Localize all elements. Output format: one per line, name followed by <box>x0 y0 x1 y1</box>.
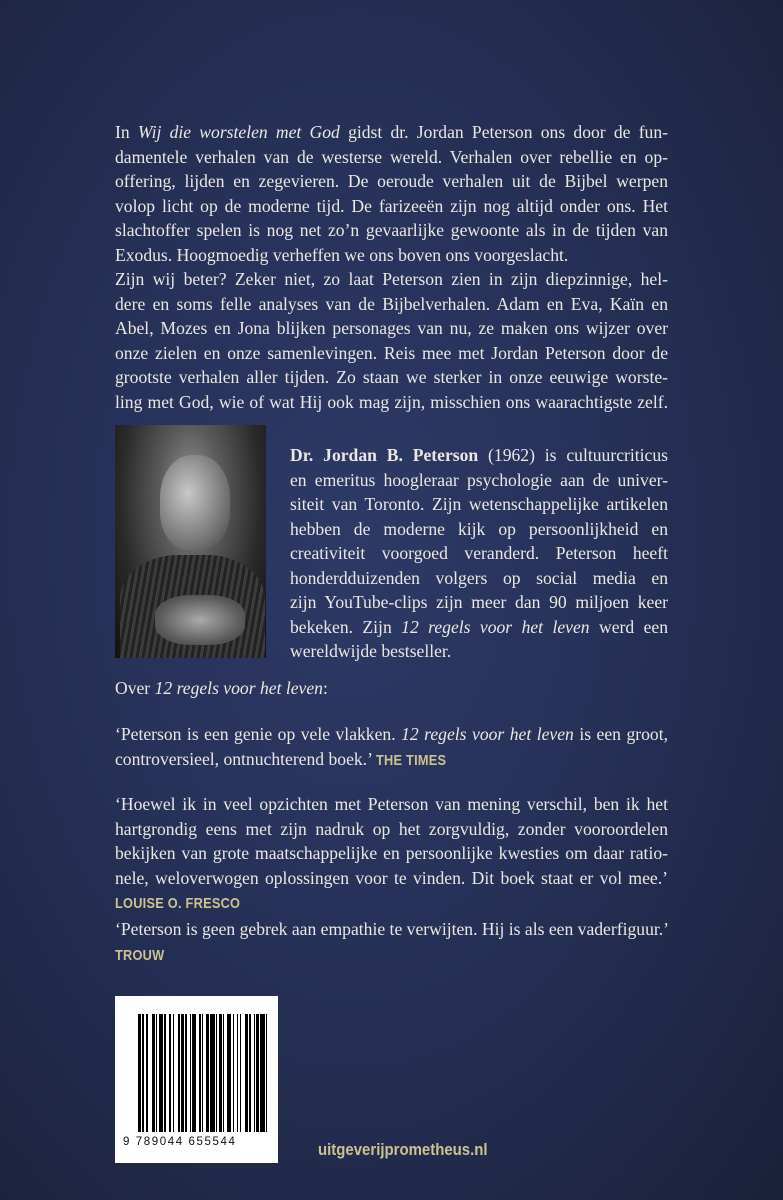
review-source: THE TIMES <box>376 751 447 769</box>
review-quote-fresco <box>115 792 668 915</box>
text-segment: grootste verhalen aller tijden. Zo staan we sterker in onze eeuwige worste- <box>115 367 668 387</box>
text-line <box>115 169 668 194</box>
text-line <box>115 341 668 366</box>
text-segment: ‘Peterson is geen gebrek aan empathie te verwijten. Hij is als een vaderfiguur.’ <box>115 919 670 939</box>
text-segment: hartgrondig eens met zijn nadruk op het zorgvuldig, zonder vooroordelen <box>115 818 668 839</box>
author-name: Dr. Jordan B. Peterson <box>290 445 479 465</box>
review-quote-times <box>115 722 668 771</box>
text-line <box>115 120 668 145</box>
text-segment: damentele verhalen van de westerse wereld. Verhalen over rebellie en op- <box>115 146 668 167</box>
text-segment: ‘Peterson is een genie op vele vlakken. <box>115 724 402 744</box>
text-line <box>115 390 668 415</box>
text-line <box>115 292 668 317</box>
text-line <box>290 590 668 615</box>
text-segment: bekeken. Zijn <box>290 616 402 637</box>
text-segment: en emeritus hoogleraar psychologie aan de univer- <box>290 469 668 490</box>
text-segment: zijn YouTube-clips zijn meer dan 90 miljoen keer <box>290 592 668 612</box>
text-line <box>290 615 668 640</box>
text-line <box>115 942 668 967</box>
text-line <box>115 243 668 268</box>
text-line <box>115 917 668 942</box>
text-segment: gidst dr. Jordan Peterson ons door de fun- <box>339 122 669 142</box>
text-line <box>115 267 668 292</box>
text-segment: Over <box>115 678 155 698</box>
text-line <box>115 316 668 341</box>
text-line <box>290 443 668 468</box>
text-line <box>115 747 668 772</box>
text-segment: werd een <box>589 616 668 637</box>
review-source: LOUISE O. FRESCO <box>115 895 241 912</box>
barcode <box>115 996 278 1163</box>
text-segment: offering, lijden en zegevieren. De oeroude verhalen uit de Bijbel werpen <box>115 171 668 191</box>
book-title: 12 regels voor het leven <box>401 616 590 637</box>
text-segment: controversieel, ontnuchterend boek.’ <box>115 748 377 769</box>
text-segment: creativiteit voorgoed veranderd. Peterson heeft <box>290 543 668 563</box>
text-line <box>290 541 668 566</box>
text-line <box>115 676 668 701</box>
book-title: 12 regels voor het leven <box>401 724 574 744</box>
text-line <box>115 194 668 219</box>
text-line <box>290 492 668 517</box>
review-source: TROUW <box>115 946 165 964</box>
text-line <box>115 218 668 243</box>
text-line <box>115 841 668 866</box>
text-segment: wereldwijde bestseller. <box>290 641 452 661</box>
blurb-paragraph-1 <box>115 120 668 267</box>
text-segment: In <box>115 122 138 142</box>
text-segment: : <box>322 678 328 698</box>
text-line <box>290 639 668 664</box>
text-line <box>115 890 668 915</box>
barcode-bars <box>138 1014 270 1132</box>
text-segment: Abel, Mozes en Jona blijken personages van nu, ze maken ons wijzer over <box>115 318 668 338</box>
text-line <box>115 145 668 170</box>
text-segment: ling met God, wie of wat Hij ook mag zijn, misschien ons waarachtigste zelf. <box>115 391 668 412</box>
text-segment: siteit van Toronto. Zijn wetenschappelijke artikelen <box>290 494 668 514</box>
blurb-paragraph-2 <box>115 267 668 414</box>
text-segment: is een groot, <box>573 724 668 744</box>
text-line <box>290 517 668 542</box>
publisher-url[interactable]: uitgeverijprometheus.nl <box>318 1140 488 1159</box>
author-bio <box>290 443 668 664</box>
text-segment: Exodus. Hoogmoedig verheffen we ons boven ons voorgeslacht. <box>115 244 569 265</box>
book-title: Wij die worstelen met God <box>137 122 340 142</box>
text-segment: honderdduizenden volgers op social media en <box>290 567 668 588</box>
book-title: 12 regels voor het leven <box>154 678 323 698</box>
author-photo <box>115 425 266 658</box>
text-line <box>290 468 668 493</box>
text-line <box>115 792 668 817</box>
text-segment: hebben de moderne kijk op persoonlijkheid en <box>290 518 668 539</box>
reviews-heading <box>115 676 668 701</box>
text-segment: (1962) is cultuurcriticus <box>478 445 668 465</box>
text-line <box>290 566 668 591</box>
text-segment: onze zielen en onze samenlevingen. Reis mee met Jordan Peterson door de <box>115 342 668 363</box>
text-line <box>115 817 668 842</box>
text-segment: volop licht op de moderne tijd. De farizeeën zijn nog altijd onder ons. Het <box>115 195 668 216</box>
isbn-number: 9 789044 655544 <box>123 1136 237 1148</box>
text-segment: ‘Hoewel ik in veel opzichten met Peterson van mening verschil, ben ik het <box>115 794 668 814</box>
text-line <box>115 722 668 747</box>
text-segment: slachtoffer spelen is nog net zo’n gevaarlijke gewoonte als in de tijden van <box>115 220 668 240</box>
text-segment: Zijn wij beter? Zeker niet, zo laat Peterson zien in zijn diepzinnige, hel- <box>115 269 668 289</box>
review-quote-trouw <box>115 917 668 966</box>
text-segment: nele, weloverwogen oplossingen voor te vinden. Dit boek staat er vol mee.’ <box>115 867 668 888</box>
text-segment: bekijken van grote maatschappelijke en persoonlijke kwesties om daar ratio- <box>115 843 668 863</box>
text-line <box>115 365 668 390</box>
text-segment: dere en soms felle analyses van de Bijbelverhalen. Adam en Eva, Kaïn en <box>115 293 668 314</box>
barcode-bar <box>267 1014 270 1132</box>
text-line <box>115 866 668 891</box>
